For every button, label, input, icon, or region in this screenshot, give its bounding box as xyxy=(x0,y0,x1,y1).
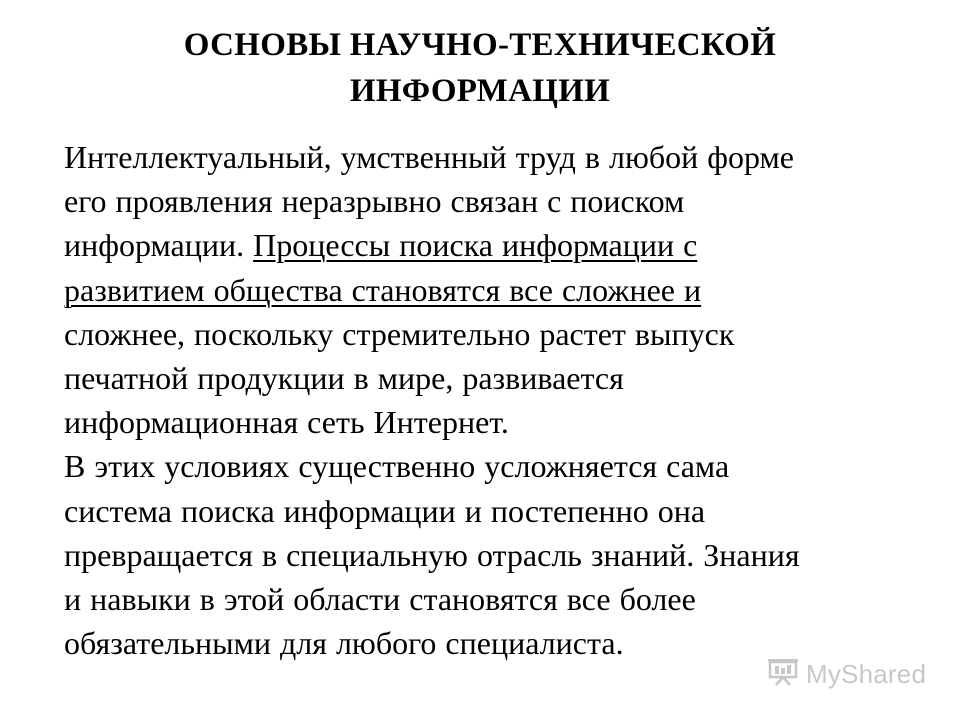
watermark-text: MyShared xyxy=(806,658,927,689)
presentation-board-icon xyxy=(766,657,800,692)
paragraph-1-line-4 xyxy=(64,268,924,312)
underlined-phrase-part-2: развитием общества становятся все сложнее и xyxy=(64,271,702,308)
paragraph-1-line-3-plain: информации. xyxy=(64,227,254,264)
paragraph-1-line-7: информационная сеть Интернет. xyxy=(64,404,509,441)
slide-body xyxy=(64,135,924,665)
slide-title-line-2: ИНФОРМАЦИИ xyxy=(349,73,611,109)
watermark xyxy=(766,656,926,692)
paragraph-2 xyxy=(64,444,924,665)
paragraph-1-line-6: печатной продукции в мире, развивается xyxy=(64,360,624,397)
paragraph-1-line-3 xyxy=(64,223,924,267)
slide-title-line-1: ОСНОВЫ НАУЧНО-ТЕХНИЧЕСКОЙ xyxy=(183,27,777,63)
paragraph-1 xyxy=(64,135,924,444)
underlined-phrase-part-1: Процессы поиска информации с xyxy=(253,227,698,264)
paragraph-2-line-1: В этих условиях существенно усложняется сама xyxy=(64,448,730,485)
paragraph-1-line-1: Интеллектуальный, умственный труд в любой форме xyxy=(64,139,794,175)
paragraph-2-line-4: и навыки в этой области становятся все более xyxy=(64,581,696,618)
paragraph-2-line-2: система поиска информации и постепенно она xyxy=(64,492,706,529)
paragraph-1-line-2: его проявления неразрывно связан с поиском xyxy=(64,183,685,220)
paragraph-2-line-5: обязательными для любого специалиста. xyxy=(64,625,624,662)
slide-title xyxy=(0,22,960,114)
paragraph-2-line-3: превращается в специальную отрасль знаний. Знания xyxy=(64,536,800,573)
paragraph-1-line-5: сложнее, поскольку стремительно растет выпуск xyxy=(64,315,735,352)
